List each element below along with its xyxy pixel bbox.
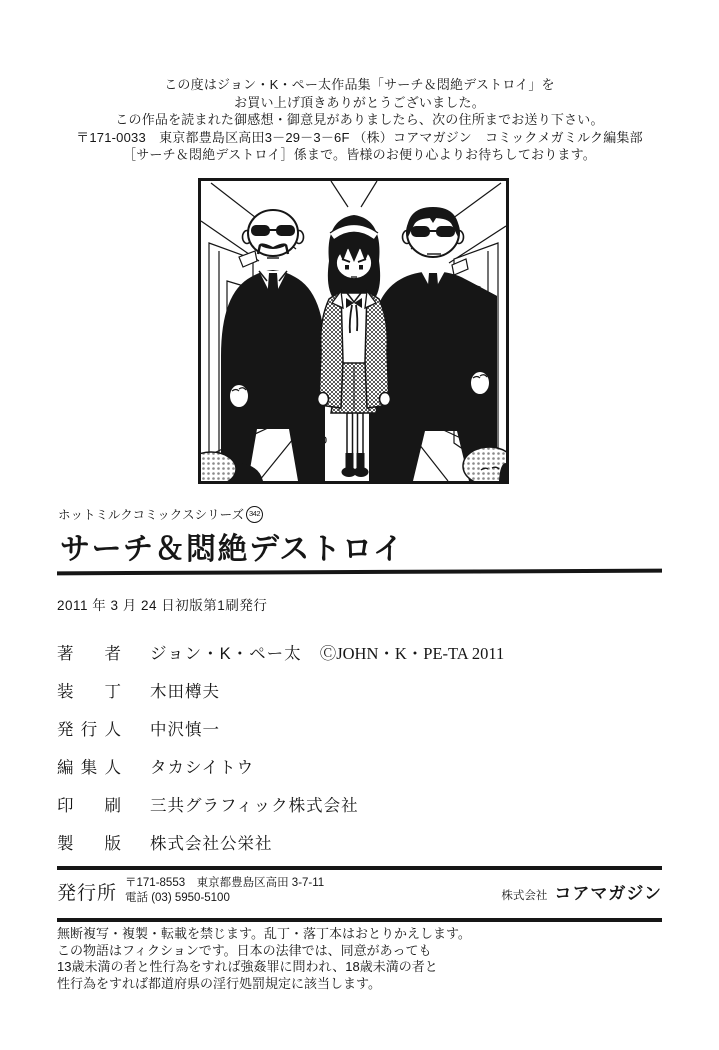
reader-note <box>0 76 719 164</box>
credit-row-author <box>57 640 504 662</box>
credit-label: 製版 <box>57 835 121 853</box>
divider-rule-publisher-top <box>57 866 662 870</box>
credit-row-design <box>57 678 504 700</box>
manga-panel-illustration <box>198 178 509 484</box>
company-name: コアマガジン <box>554 883 662 903</box>
publisher-block <box>57 876 662 906</box>
credit-value: 木田樽夫 <box>150 683 220 701</box>
credits-list <box>57 640 504 868</box>
reader-note-line: この度はジョン・K・ペー太作品集「サーチ＆悶絶デストロイ」を <box>164 77 555 92</box>
edition-date: 2011 年 3 月 24 日初版第1刷発行 <box>57 598 268 613</box>
credit-label: 発行人 <box>57 721 121 739</box>
reader-note-line: この作品を読まれた御感想・御意見がありましたら、次の住所までお送り下さい。 <box>115 112 604 127</box>
bodyguard-left <box>221 210 325 481</box>
credit-value: 株式会社公栄社 <box>150 835 273 853</box>
legal-line: この物語はフィクションです。日本の法律では、同意があっても <box>57 942 432 958</box>
company-prefix: 株式会社 <box>501 889 548 902</box>
series-label <box>58 505 263 523</box>
legal-notice <box>57 926 471 992</box>
credit-row-publisher-person <box>57 716 504 738</box>
series-name: ホットミルクコミックスシリーズ <box>58 508 245 522</box>
reader-note-line: 〒171-0033 東京都豊島区高田3－29－3－6F （株）コアマガジン コミックメガミルク編集部 <box>76 129 643 145</box>
publisher-label: 発行所 <box>57 882 118 904</box>
bodyguard-right <box>369 207 497 481</box>
legal-line: 無断複写・複製・転載を禁じます。乱丁・落丁本はおとりかえします。 <box>57 926 471 941</box>
manga-panel-drawing <box>201 181 506 481</box>
publisher-company <box>501 879 662 904</box>
credit-label: 編集人 <box>57 759 121 777</box>
divider-rule-top <box>57 569 662 576</box>
credit-value: タカシイトウ <box>150 759 255 777</box>
legal-line: 性行為をすれば都道府県の淫行処罰規定に該当します。 <box>57 975 381 991</box>
series-number-badge: 342 <box>246 506 263 523</box>
credit-value: ジョン・K・ペー太 <box>150 645 302 663</box>
credit-row-editor <box>57 754 504 776</box>
reader-note-line: ［サーチ＆悶絶デストロイ］係まで。皆様のお便り心よりお待ちしております。 <box>123 147 596 162</box>
reader-note-line: お買い上げ頂きありがとうございました。 <box>234 94 485 110</box>
publisher-address <box>125 876 324 906</box>
publisher-phone: 電話 (03) 5950-5100 <box>125 892 230 904</box>
credit-value: 中沢慎一 <box>150 721 220 739</box>
credit-label: 印刷 <box>57 797 121 815</box>
publisher-address-line1: 〒171-8553 東京都豊島区高田 3-7-11 <box>125 877 325 889</box>
divider-rule-publisher-bottom <box>57 918 662 922</box>
credit-label: 著者 <box>57 645 121 663</box>
credit-label: 装丁 <box>57 683 121 701</box>
book-title: サーチ＆悶絶デストロイ <box>60 533 405 566</box>
copyright-notice: ⒸJOHN・K・PE-TA 2011 <box>319 644 505 663</box>
credit-row-printing <box>57 792 504 814</box>
legal-line: 13歳未満の者と性行為をすれば強姦罪に問われ、18歳未満の者と <box>57 959 438 974</box>
credit-row-plate <box>57 830 504 852</box>
credit-value: 三共グラフィック株式会社 <box>150 797 359 815</box>
